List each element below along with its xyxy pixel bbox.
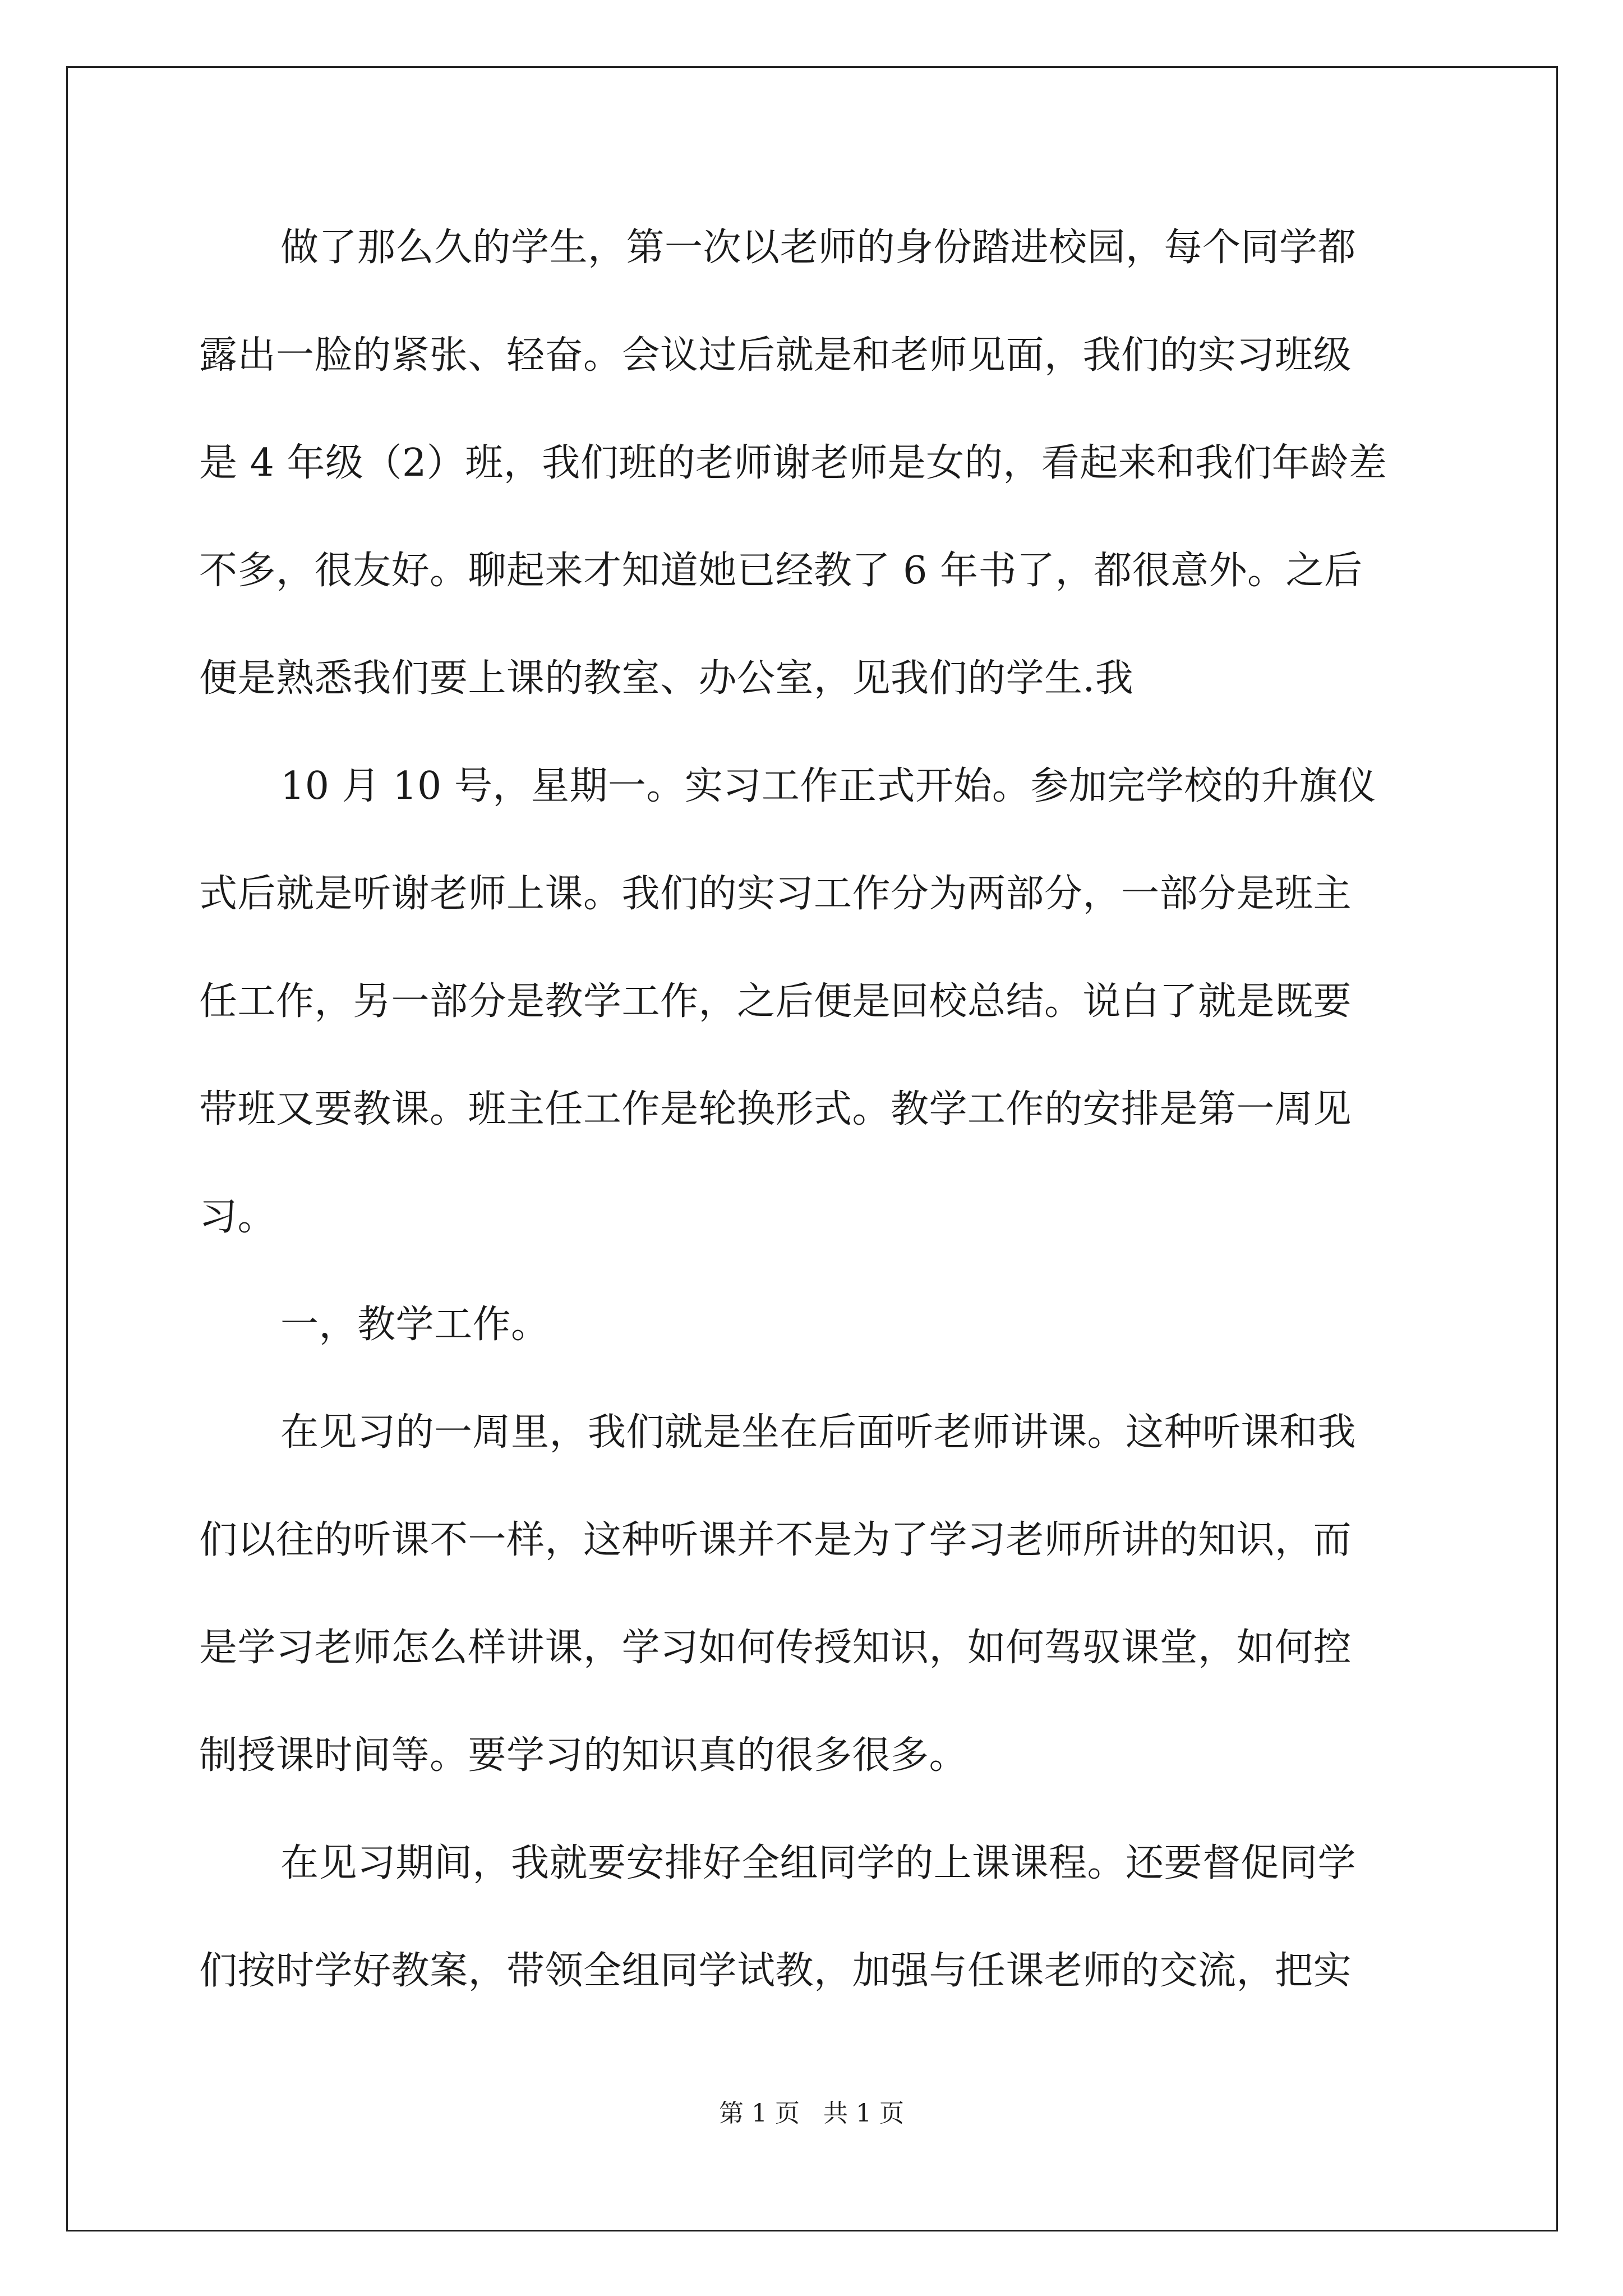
text-line: 露出一脸的紧张、轻奋。会议过后就是和老师见面，我们的实习班级 (199, 333, 1352, 378)
text-line: 习。 (199, 1195, 276, 1239)
text-line: 便是熟悉我们要上课的教室、办公室，见我们的学生.我 (199, 656, 1134, 701)
text-line: 做了那么久的学生，第一次以老师的身份踏进校园，每个同学都 (280, 226, 1357, 270)
text-line: 带班又要教课。班主任工作是轮换形式。教学工作的安排是第一周见 (199, 1087, 1352, 1131)
text-line: 们以往的听课不一样，这种听课并不是为了学习老师所讲的知识，而 (199, 1518, 1352, 1562)
text-line: 不多，很友好。聊起来才知道她已经教了 6 年书了，都很意外。之后 (199, 549, 1363, 593)
text-line: 式后就是听谢老师上课。我们的实习工作分为两部分，一部分是班主 (199, 872, 1352, 916)
text-line: 在见习期间，我就要安排好全组同学的上课课程。还要督促同学 (280, 1841, 1357, 1885)
text-line: 们按时学好教案，带领全组同学试教，加强与任课老师的交流，把实 (199, 1949, 1352, 1993)
text-line: 制授课时间等。要学习的知识真的很多很多。 (199, 1733, 968, 1778)
text-line: 是学习老师怎么样讲课，学习如何传授知识，如何驾驭课堂，如何控 (199, 1626, 1352, 1670)
text-line: 10 月 10 号，星期一。实习工作正式开始。参加完学校的升旗仪 (280, 764, 1376, 808)
page-total: 共 1 页 (823, 2099, 904, 2128)
page-footer (0, 2100, 1623, 2128)
text-line: 任工作，另一部分是教学工作，之后便是回校总结。说白了就是既要 (199, 979, 1352, 1024)
page-border (66, 66, 1558, 2231)
text-line: 是 4 年级（2）班，我们班的老师谢老师是女的，看起来和我们年龄差 (199, 441, 1387, 485)
page-number: 第 1 页 (719, 2099, 800, 2128)
section-heading: 一，教学工作。 (280, 1303, 550, 1347)
text-line: 在见习的一周里，我们就是坐在后面听老师讲课。这种听课和我 (280, 1410, 1357, 1455)
